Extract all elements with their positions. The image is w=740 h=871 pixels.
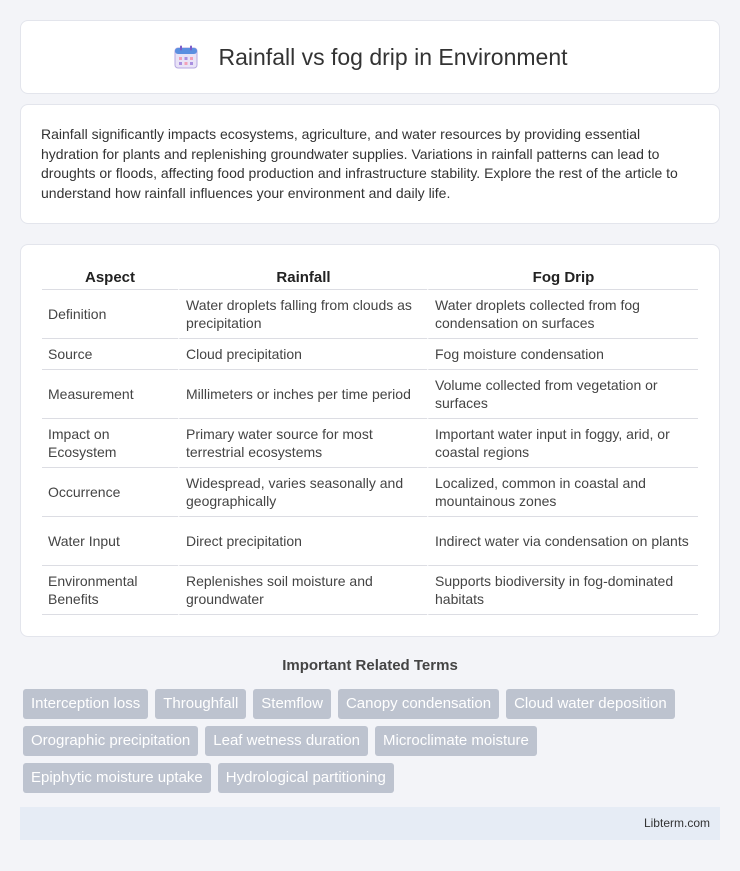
aspect-cell: Water Input	[42, 517, 178, 566]
table-row	[42, 517, 698, 566]
rainfall-cell: Cloud precipitation	[178, 339, 427, 370]
footer	[20, 807, 720, 840]
related-term-tag[interactable]: Cloud water deposition	[506, 689, 675, 719]
page-title: Rainfall vs fog drip in Environment	[218, 43, 568, 70]
fog-drip-cell: Important water input in foggy, arid, or coastal regions	[427, 419, 698, 468]
calendar-icon	[173, 44, 199, 70]
aspect-cell: Occurrence	[42, 468, 178, 517]
table-row	[42, 566, 698, 615]
related-term-tag[interactable]: Stemflow	[253, 689, 331, 719]
rainfall-cell: Widespread, varies seasonally and geographically	[178, 468, 427, 517]
aspect-cell: Measurement	[42, 370, 178, 419]
related-term-tag[interactable]: Canopy condensation	[338, 689, 499, 719]
intro-card	[20, 104, 720, 224]
rainfall-cell: Water droplets falling from clouds as precipitation	[178, 290, 427, 339]
table-row	[42, 370, 698, 419]
fog-drip-cell: Localized, common in coastal and mountainous zones	[427, 468, 698, 517]
table-row	[42, 468, 698, 517]
table-row	[42, 419, 698, 468]
aspect-cell: Environmental Benefits	[42, 566, 178, 615]
fog-drip-cell: Water droplets collected from fog condensation on surfaces	[427, 290, 698, 339]
intro-text: Rainfall significantly impacts ecosystems, agriculture, and water resources by providing essential hydration for plants and replenishing groundwater supplies. Variations in rainfall patterns can lead to droughts or floods, affecting food production and infrastructure stability. Explore the rest of the article to understand how rainfall influences your environment and daily life.	[41, 126, 678, 201]
related-term-tag[interactable]: Throughfall	[155, 689, 246, 719]
header-rainfall: Rainfall	[178, 265, 427, 290]
related-term-tag[interactable]: Microclimate moisture	[375, 726, 537, 756]
fog-drip-cell: Indirect water via condensation on plants	[427, 517, 698, 566]
header-card	[20, 20, 720, 94]
related-terms-list	[23, 689, 723, 793]
table-header-row	[42, 265, 698, 290]
aspect-cell: Source	[42, 339, 178, 370]
related-term-tag[interactable]: Orographic precipitation	[23, 726, 198, 756]
fog-drip-cell: Fog moisture condensation	[427, 339, 698, 370]
header-aspect: Aspect	[42, 265, 178, 290]
table-row	[42, 339, 698, 370]
related-term-tag[interactable]: Epiphytic moisture uptake	[23, 763, 211, 793]
rainfall-cell: Direct precipitation	[178, 517, 427, 566]
table-row	[42, 290, 698, 339]
related-terms-heading: Important Related Terms	[282, 657, 458, 674]
comparison-table	[42, 265, 698, 615]
related-term-tag[interactable]: Leaf wetness duration	[205, 726, 368, 756]
fog-drip-cell: Volume collected from vegetation or surfaces	[427, 370, 698, 419]
aspect-cell: Impact on Ecosystem	[42, 419, 178, 468]
table-card	[20, 244, 720, 637]
footer-site-link[interactable]: Libterm.com	[643, 816, 710, 830]
header-fog-drip: Fog Drip	[427, 265, 698, 290]
title-wrap	[173, 44, 568, 71]
related-term-tag[interactable]: Hydrological partitioning	[218, 763, 394, 793]
aspect-cell: Definition	[42, 290, 178, 339]
rainfall-cell: Replenishes soil moisture and groundwater	[178, 566, 427, 615]
related-term-tag[interactable]: Interception loss	[23, 689, 148, 719]
rainfall-cell: Primary water source for most terrestrial ecosystems	[178, 419, 427, 468]
rainfall-cell: Millimeters or inches per time period	[178, 370, 427, 419]
fog-drip-cell: Supports biodiversity in fog-dominated habitats	[427, 566, 698, 615]
